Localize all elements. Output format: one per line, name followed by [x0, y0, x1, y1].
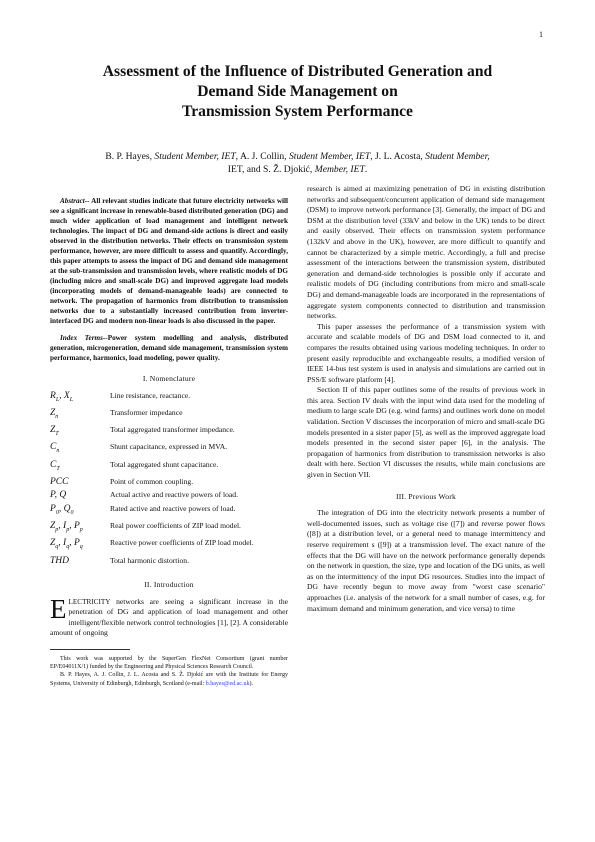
nomenclature-description: Line resistance, reactance.	[110, 390, 191, 400]
symbol-letter: Z	[50, 425, 56, 436]
nomenclature-symbol: $Z_p$, $I_p$, $P_p$	[50, 521, 83, 533]
introduction-heading: II. Introduction	[144, 580, 194, 590]
nomenclature-description: Transformer impedance	[110, 407, 183, 417]
symbol-letter: X	[63, 390, 70, 401]
abstract	[50, 196, 288, 326]
symbol-letter: Q	[63, 503, 71, 514]
paragraph-assessment: This paper assesses the performance of a transmission system with accurate and scalable models of DG and DSM load connected to it, and compares the results obtained using various modeling techniques. In order to present easily reproducible and exchangeable results, a modified version of IEEE 14-bus test system is used in analysis and simulations are carried out in PSS/E software platform [4].	[307, 321, 545, 384]
left-column	[50, 196, 288, 688]
nomenclature-row	[50, 477, 288, 490]
symbol-letter: PCC	[50, 477, 69, 487]
symbol-letter: Z	[50, 407, 56, 418]
member-designation: Member, IET	[314, 164, 365, 175]
author-names: .	[364, 164, 368, 175]
nomenclature-symbol: P, Q	[50, 490, 67, 501]
title-line-3: Transmission System Performance	[182, 103, 413, 120]
author-email-link[interactable]: b.hayes@ed.ac.uk	[205, 680, 250, 687]
intro-text: networks are seeing a significant increase in the penetration of DG and application of load management and other intelligent/flexible network control technologies [1], [2]. A considerable amount of ongoing	[50, 596, 288, 638]
symbol-letter: I	[63, 521, 67, 532]
symbol-subscript: L	[55, 396, 60, 403]
footnote-rule	[50, 649, 130, 650]
right-column	[307, 184, 545, 614]
symbol-subscript: 0	[55, 509, 59, 516]
symbol-letter: Z	[50, 538, 56, 549]
footnote-affiliation-end: ).	[249, 680, 253, 687]
paragraph-outline: Section II of this paper outlines some of the results of previous work in this area. Section IV deals with the input wind data used for the modeling of medium to large scale DG (e.g. wind farms) and outlines work done on model validation. Section V discusses the incorporation of micro and small-scale DG models presented in a sister paper [5], as well as the improved aggregate load models presented in the second sister paper [6], in the analysis. The propagation of harmonics from distribution to transmission networks is also dealt with here. Section VI discusses the results, while main conclusions are given in Section VII.	[307, 385, 545, 480]
nomenclature-symbol: $R_L$, $X_L$	[50, 390, 74, 403]
dropcap-letter: E	[50, 593, 67, 624]
footnote-affiliation	[50, 671, 288, 687]
nomenclature-row	[50, 490, 288, 503]
nomenclature-description: Shunt capacitance, expressed in MVA.	[110, 442, 228, 452]
page-number: 1	[539, 30, 543, 39]
symbol-subscript: T	[55, 431, 59, 438]
nomenclature-heading: I. Nomenclature	[142, 374, 196, 383]
symbol-letter: P	[73, 521, 80, 532]
member-designation: Student Member, IET	[288, 151, 371, 162]
footnote-affiliation-text: B. P. Hayes, A. J. Collin, J. L. Acosta and S. Ž. Djokić are with the Institute for Energy Systems, University of Edinburgh, Edinburgh, Scotland (e-mail:	[50, 672, 288, 687]
nomenclature-description: Real power coefficients of ZIP load model.	[110, 521, 241, 531]
symbol-subscript: n	[55, 413, 59, 420]
footnote-funding: This work was supported by the SuperGen FlexNet Consortium (grant number EP/E04011X/1) funded by the Engineering and Physical Sciences Research Council.	[50, 655, 288, 671]
nomenclature-symbol	[50, 442, 110, 459]
authors-line-1	[60, 150, 535, 163]
nomenclature-symbol	[50, 460, 110, 477]
nomenclature-row	[50, 460, 288, 477]
nomenclature-row	[50, 521, 288, 538]
nomenclature-row	[50, 538, 288, 555]
symbol-letter: Q	[59, 490, 67, 501]
nomenclature-symbol: $Z_q$, $I_q$, $P_q$	[50, 538, 83, 551]
symbol-subscript: p	[79, 526, 83, 533]
author-names: , A. J. Collin,	[235, 151, 289, 162]
nomenclature-row	[50, 442, 288, 459]
nomenclature-row	[50, 556, 288, 569]
symbol-subscript: q	[66, 544, 70, 551]
member-designation: Student Member,	[425, 151, 490, 162]
nomenclature-table	[50, 391, 288, 569]
index-terms	[50, 333, 288, 363]
title-line-2: Demand Side Management on	[197, 83, 398, 100]
symbol-letter: P	[50, 490, 55, 501]
author-names: , J. L. Acosta,	[370, 151, 426, 162]
nomenclature-symbol	[50, 408, 110, 425]
member-designation: Student Member, IET	[154, 151, 236, 162]
index-terms-lead: Index Terms	[60, 334, 103, 342]
title-line-1: Assessment of the Influence of Distributed Generation and	[102, 63, 493, 80]
abstract-lead: Abstract--	[60, 197, 90, 205]
symbol-subscript: p	[66, 526, 70, 533]
symbol-letter: THD	[50, 555, 70, 566]
nomenclature-description: Rated active and reactive powers of load.	[110, 503, 236, 513]
symbol-subscript: T	[56, 465, 60, 472]
nomenclature-symbol: $P_0$, $Q_0$	[50, 503, 74, 516]
previous-work-heading: III. Previous Work	[395, 491, 456, 501]
symbol-subscript: L	[69, 396, 74, 403]
nomenclature-symbol	[50, 556, 110, 569]
nomenclature-row	[50, 408, 288, 425]
symbol-subscript: 0	[70, 509, 74, 516]
abstract-text: All relevant studies indicate that future electricity networks will see a significant increase in renewable-based distributed generation (DG) and much wider application of load management and intelligent network technologies. The impact of DG and demand-side actions is direct and easily observed in the distribution networks. Their effects on transmission system performance, however, are more difficult to assess and quantify. Accordingly, this paper attempts to assess the impact of DG and demand side management at the sub-transmission and transmission levels, where realistic models of DG (including micro and small-scale DG) and improved aggregate load models (incorporating models of demand-manageable loads) are connected to network. The propagation of harmonics from distribution to transmission networks due to a substantially increased contribution from inverter-interfaced DG and modern non-linear loads is also discussed in the paper.	[50, 197, 288, 325]
symbol-letter: C	[50, 459, 57, 470]
author-list	[60, 150, 535, 176]
symbol-subscript: q	[55, 544, 59, 551]
symbol-letter: Z	[50, 521, 56, 532]
symbol-letter: C	[50, 442, 57, 453]
nomenclature-description: Total aggregated transformer impedance.	[110, 425, 235, 435]
paragraph-research: research is aimed at maximizing penetration of DG in existing distribution networks and subsequent/concurrent application of demand side management (DSM) to improve network performance [3]. Generally, the impact of DG and DSM at the distribution level (33kV and below in the UK) tends to be direct and easily observed. Their effects on transmission system performance (132kV and above in the UK), however, are more difficult to quantify and cannot be characterized by a simple metric. Accordingly, a full and precise assessment of the interactions between the transmission system, distributed generation and demand-side technologies is possible only if accurate and realistic models of DG (including contributions from micro and small-scale DG) and demand-manageable loads are incorporated in the representations of aggregate system components connected to distribution and transmission networks.	[307, 184, 545, 321]
introduction-paragraph	[50, 593, 288, 639]
symbol-letter: P	[73, 538, 80, 549]
nomenclature-description: Point of common coupling.	[110, 477, 194, 486]
author-names: B. P. Hayes,	[105, 151, 155, 162]
nomenclature-row	[50, 504, 288, 521]
authors-line-2	[60, 163, 535, 176]
paragraph-previous-work: The integration of DG into the electricity network presents a number of well-documented issues, such as voltage rise ([7]) and reverse power flows ([8]) at a distribution level, or a general need to manage intermittency and reserve requirement s ([9]) at a transmission level. The exact nature of the effects that the DG will have on the network performance generally depends on the network in question, the size, type and location of the DG units, as well as on the intermittency of the input DG resources. Studies into the impact of DG have recently begun to move away from "worst case scenario" approaches (i.e. analysis of the network for a small number of cases, e.g. for maximum demand and minimum generation, and vice versa) to time	[307, 508, 545, 613]
paper-title	[40, 62, 555, 122]
nomenclature-symbol	[50, 425, 110, 442]
symbol-subscript: n	[56, 448, 60, 455]
nomenclature-description: Total aggregated shunt capacitance.	[110, 459, 219, 469]
nomenclature-description: Actual active and reactive powers of load.	[110, 490, 238, 500]
nomenclature-row	[50, 391, 288, 408]
nomenclature-description: Total harmonic distortion.	[110, 555, 189, 565]
intro-lead-word: LECTRICITY	[68, 597, 111, 606]
author-names: IET, and S. Ž. Djokić,	[227, 164, 315, 175]
nomenclature-symbol	[50, 477, 110, 490]
symbol-subscript: p	[55, 526, 59, 533]
symbol-letter: I	[63, 538, 67, 549]
nomenclature-row	[50, 425, 288, 442]
symbol-subscript: q	[79, 544, 83, 551]
nomenclature-description: Reactive power coefficients of ZIP load model.	[110, 538, 254, 548]
symbol-letter: R	[50, 390, 56, 401]
symbol-letter: P	[50, 503, 56, 514]
index-terms-text: --Power system modelling and analysis, distributed generation, microgeneration, demand side management, transmission system performance, harmonics, load modeling, power quality.	[50, 334, 288, 362]
